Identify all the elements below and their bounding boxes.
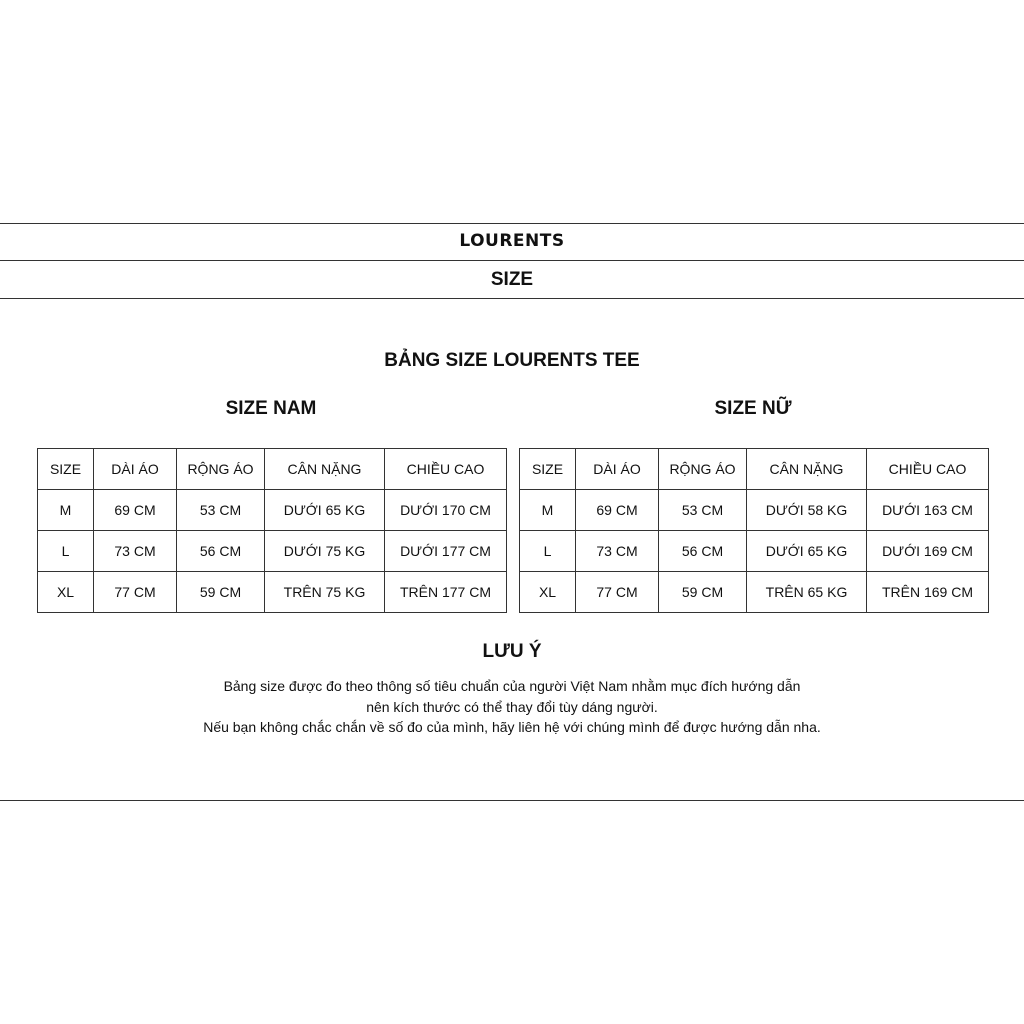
- note-title: LƯU Ý: [482, 641, 542, 662]
- table-cell: DƯỚI 169 CM: [867, 531, 989, 572]
- header-cell: SIZE: [38, 449, 94, 490]
- table-header-row: [38, 449, 507, 490]
- note-line: Bảng size được đo theo thông số tiêu chuẩn của người Việt Nam nhằm mục đích hướng dẫn: [223, 678, 801, 694]
- header-cell: CÂN NẶNG: [265, 449, 385, 490]
- table-cell: TRÊN 75 KG: [265, 572, 385, 613]
- table-cell: DƯỚI 170 CM: [385, 490, 507, 531]
- table-cell: 69 CM: [94, 490, 177, 531]
- header-divider: [0, 260, 1024, 261]
- table-cell: L: [520, 531, 576, 572]
- table-cell: L: [38, 531, 94, 572]
- table-cell: 73 CM: [576, 531, 659, 572]
- header-cell: DÀI ÁO: [576, 449, 659, 490]
- header-cell: DÀI ÁO: [94, 449, 177, 490]
- table-cell: 53 CM: [659, 490, 747, 531]
- table-row: [38, 572, 507, 613]
- men-size-title: SIZE NAM: [225, 398, 317, 419]
- note-body: [0, 676, 1024, 738]
- table-cell: 53 CM: [177, 490, 265, 531]
- header-cell: CÂN NẶNG: [747, 449, 867, 490]
- table-row: [38, 490, 507, 531]
- table-cell: 77 CM: [576, 572, 659, 613]
- table-cell: 69 CM: [576, 490, 659, 531]
- table-row: [520, 572, 989, 613]
- table-cell: 77 CM: [94, 572, 177, 613]
- top-divider: [0, 223, 1024, 224]
- bottom-divider: [0, 800, 1024, 801]
- header-cell: SIZE: [520, 449, 576, 490]
- note-line: Nếu bạn không chắc chắn về số đo của mình, hãy liên hệ với chúng mình để được hướng dẫn nha.: [203, 719, 821, 735]
- note-line: nên kích thước có thể thay đổi tùy dáng người.: [366, 698, 658, 715]
- header-cell: CHIỀU CAO: [867, 449, 989, 490]
- page-title: BẢNG SIZE LOURENTS TEE: [384, 350, 640, 371]
- section-label: SIZE: [490, 269, 534, 290]
- header-cell: CHIỀU CAO: [385, 449, 507, 490]
- table-cell: M: [38, 490, 94, 531]
- table-cell: 73 CM: [94, 531, 177, 572]
- men-size-table: [37, 448, 507, 613]
- table-cell: TRÊN 169 CM: [867, 572, 989, 613]
- table-cell: TRÊN 177 CM: [385, 572, 507, 613]
- table-cell: XL: [38, 572, 94, 613]
- women-size-table: [519, 448, 989, 613]
- header-cell: RỘNG ÁO: [659, 449, 747, 490]
- table-cell: DƯỚI 65 KG: [747, 531, 867, 572]
- table-cell: 56 CM: [659, 531, 747, 572]
- table-row: [520, 490, 989, 531]
- table-cell: TRÊN 65 KG: [747, 572, 867, 613]
- table-row: [520, 531, 989, 572]
- table-cell: DƯỚI 75 KG: [265, 531, 385, 572]
- table-cell: 59 CM: [177, 572, 265, 613]
- table-cell: DƯỚI 177 CM: [385, 531, 507, 572]
- brand-logo: LOURENTS: [459, 231, 565, 251]
- header-cell: RỘNG ÁO: [177, 449, 265, 490]
- table-row: [38, 531, 507, 572]
- section-divider: [0, 298, 1024, 299]
- table-cell: 56 CM: [177, 531, 265, 572]
- table-cell: DƯỚI 163 CM: [867, 490, 989, 531]
- table-cell: XL: [520, 572, 576, 613]
- table-cell: DƯỚI 58 KG: [747, 490, 867, 531]
- table-header-row: [520, 449, 989, 490]
- table-cell: DƯỚI 65 KG: [265, 490, 385, 531]
- table-cell: M: [520, 490, 576, 531]
- table-cell: 59 CM: [659, 572, 747, 613]
- women-size-title: SIZE NỮ: [714, 398, 792, 419]
